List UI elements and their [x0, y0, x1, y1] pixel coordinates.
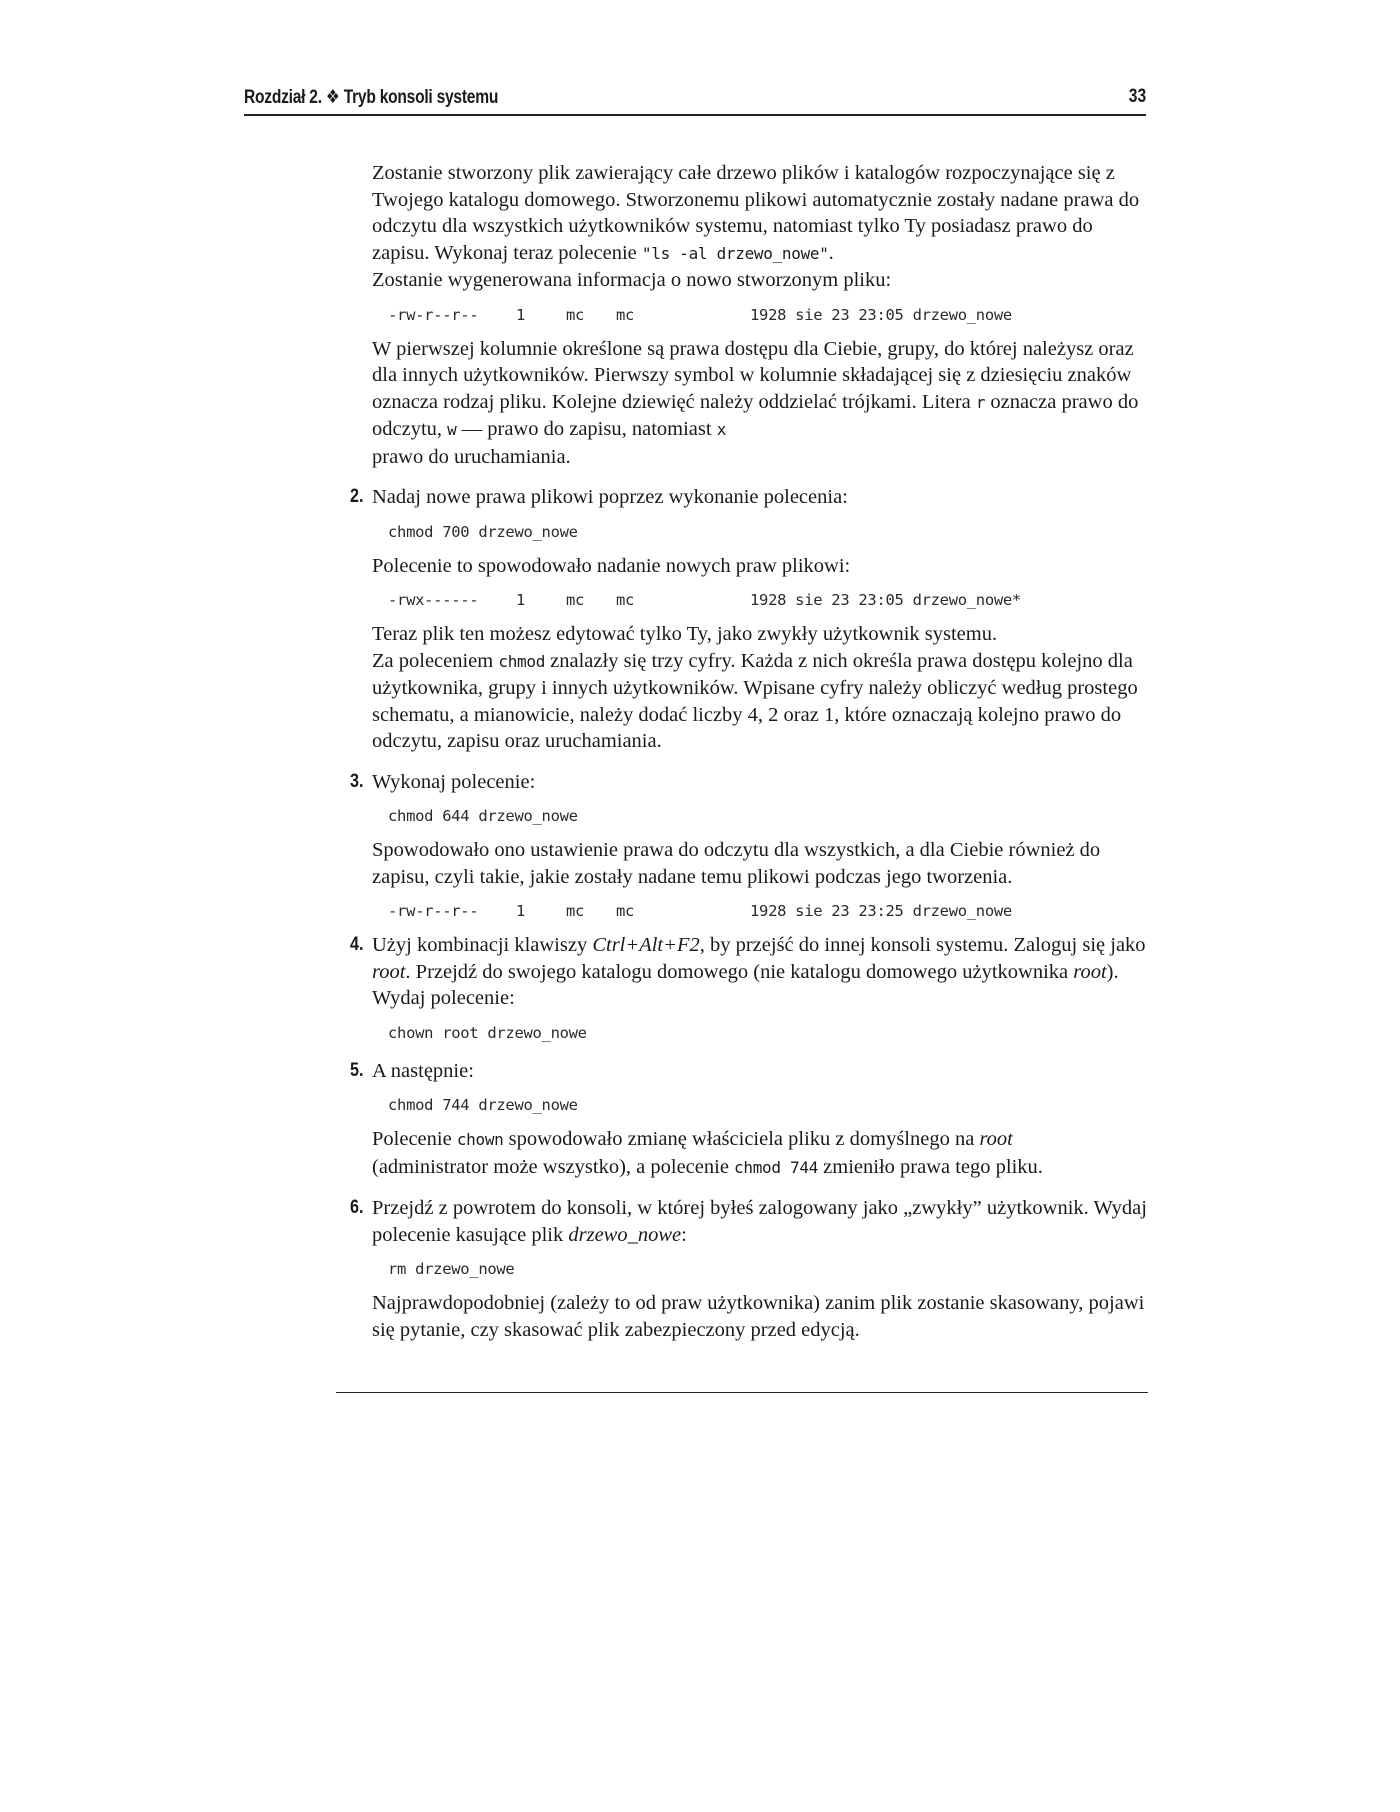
step-paragraph: Polecenie to spowodowało nadanie nowych praw plikowi:: [372, 554, 851, 577]
text: . Przejdź do swojego katalogu domowego (nie katalogu domowego użytkownika: [405, 960, 1074, 983]
italic-root: root: [979, 1128, 1013, 1150]
step-6: [350, 1195, 1152, 1343]
command-block: rm drzewo_nowe: [388, 1260, 515, 1278]
text: Użyj kombinacji klawiszy: [372, 934, 593, 956]
running-header: [244, 86, 1146, 116]
inline-command: "ls -al drzewo_nowe": [641, 243, 829, 263]
step-number: 3.: [350, 770, 364, 792]
step-text: A następnie:: [372, 1059, 474, 1082]
step-number: 6.: [350, 1197, 364, 1218]
command-block: chmod 644 drzewo_nowe: [388, 807, 578, 825]
step-number: 5.: [350, 1059, 364, 1081]
page-content: [350, 160, 1152, 1343]
step-text: Wykonaj polecenie:: [372, 770, 536, 793]
text: znalazły się trzy cyfry. Każda z nich określa prawa dostępu kolejno dla użytkownika, grupy i innych użytkowników. Wpisane cyfry należy obliczyć według prostego schematu, a mianowicie, należy dodać liczby 4, 2 oraz 1, które oznaczają kolejno prawo do odczytu, zapisu oraz uruchamiania.: [372, 649, 1138, 752]
inline-command: chmod 744: [734, 1157, 819, 1177]
step-paragraph: [372, 621, 1152, 755]
inline-code-w: w: [447, 420, 457, 439]
ls-user: mc: [566, 305, 585, 324]
ls-links: 1: [516, 591, 526, 609]
text: Za poleceniem: [372, 649, 499, 672]
ls-user: mc: [566, 902, 585, 920]
inline-command: chmod: [498, 651, 546, 671]
step-5: [350, 1058, 1152, 1182]
ls-perm: -rw-r--r--: [388, 305, 479, 324]
ls-output-3: [372, 900, 1152, 922]
ls-user: mc: [566, 591, 585, 609]
text: (administrator może wszystko), a polecenie: [372, 1155, 735, 1178]
text: prawo do uruchamiania.: [372, 445, 571, 468]
step-number: 4.: [350, 934, 364, 955]
page-number: 33: [1128, 86, 1146, 107]
key-combo: Ctrl+Alt+F2: [592, 934, 700, 956]
text: — prawo do zapisu, natomiast: [456, 418, 717, 440]
ls-links: 1: [516, 305, 526, 324]
ls-group: mc: [616, 305, 635, 324]
inline-command: chown: [456, 1130, 504, 1149]
text: Teraz plik ten możesz edytować tylko Ty, jako zwykły użytkownik systemu.: [372, 623, 998, 645]
chapter-title: Rozdział 2. ❖ Tryb konsoli systemu: [244, 87, 499, 108]
text: spowodowało zmianę właściciela pliku z domyślnego na: [503, 1128, 980, 1150]
intro-text: Zostanie stworzony plik zawierający całe drzewo plików i katalogów rozpoczynające się z Twojego katalogu domowego. Stworzonemu plikowi automatycznie zostały nadane prawa do odczytu dla wszystkich użytkowników systemu, natomiast tylko Ty posiadasz prawo do zapisu. Wykonaj teraz polecenie: [372, 162, 1140, 264]
ls-output-1: [372, 304, 1152, 326]
intro-paragraph: [372, 160, 1152, 294]
text: :: [681, 1223, 687, 1246]
step-paragraph: Spowodowało ono ustawienie prawa do odczytu dla wszystkich, a dla Ciebie również do zapisu, czyli takie, jakie zostały nadane temu plikowi podczas jego tworzenia.: [372, 839, 1101, 888]
bottom-rule: [336, 1392, 1148, 1393]
text: oznacza prawo do odczytu,: [372, 390, 1139, 440]
ls-links: 1: [516, 902, 526, 920]
italic-filename: drzewo_nowe: [568, 1223, 682, 1246]
step-paragraph: Najprawdopodobniej (zależy to od praw użytkownika) zanim plik zostanie skasowany, pojawi się pytanie, czy skasować plik zabezpieczony przed edycją.: [372, 1292, 1145, 1341]
step-text: Nadaj nowe prawa plikowi poprzez wykonanie polecenia:: [372, 486, 848, 508]
ls-perm: -rwx------: [388, 591, 479, 609]
inline-code-x: x: [716, 420, 727, 439]
ls-rest: 1928 sie 23 23:05 drzewo_nowe: [750, 305, 1012, 324]
inline-code-r: r: [975, 392, 986, 412]
step-number: 2.: [350, 486, 364, 507]
ls-perm: -rw-r--r--: [388, 902, 479, 920]
italic-root: root: [1073, 960, 1107, 983]
step-3: [350, 769, 1152, 923]
text: Polecenie: [372, 1128, 457, 1150]
step-paragraph: [372, 1126, 1152, 1181]
ls-output-2: [372, 589, 1152, 611]
text: zmieniło prawa tego pliku.: [818, 1155, 1043, 1178]
step-text: [372, 932, 1152, 1012]
ls-group: mc: [616, 591, 635, 609]
command-block: chmod 700 drzewo_nowe: [388, 522, 578, 541]
text: W pierwszej kolumnie określone są prawa dostępu dla Ciebie, grupy, do której należysz oraz dla innych użytkowników. Pierwszy symbol w kolumnie składającej się z dziesięciu znaków oznacza rodzaj pliku. Kolejne dziewięć należy oddzielać trójkami. Litera: [372, 337, 1134, 413]
step-text: [372, 1195, 1152, 1248]
ls-rest: 1928 sie 23 23:05 drzewo_nowe*: [750, 591, 1021, 609]
permissions-paragraph: [372, 336, 1152, 471]
ls-rest: 1928 sie 23 23:25 drzewo_nowe: [750, 902, 1012, 920]
text: , by przejść do innej konsoli systemu. Zaloguj się jako: [699, 934, 1146, 956]
command-block: chown root drzewo_nowe: [388, 1023, 587, 1042]
step-4: [350, 932, 1152, 1044]
ls-group: mc: [616, 902, 635, 920]
text: ). Wydaj polecenie:: [372, 960, 1119, 1009]
intro-text-end: .: [828, 241, 834, 264]
command-block: chmod 744 drzewo_nowe: [388, 1096, 578, 1114]
italic-root: root: [372, 960, 406, 983]
step-2: [350, 484, 1152, 755]
text: Przejdź z powrotem do konsoli, w której byłeś zalogowany jako „zwykły” użytkownik. Wydaj polecenie kasujące plik: [372, 1197, 1147, 1246]
intro-text-last: Zostanie wygenerowana informacja o nowo stworzonym pliku:: [372, 269, 892, 291]
